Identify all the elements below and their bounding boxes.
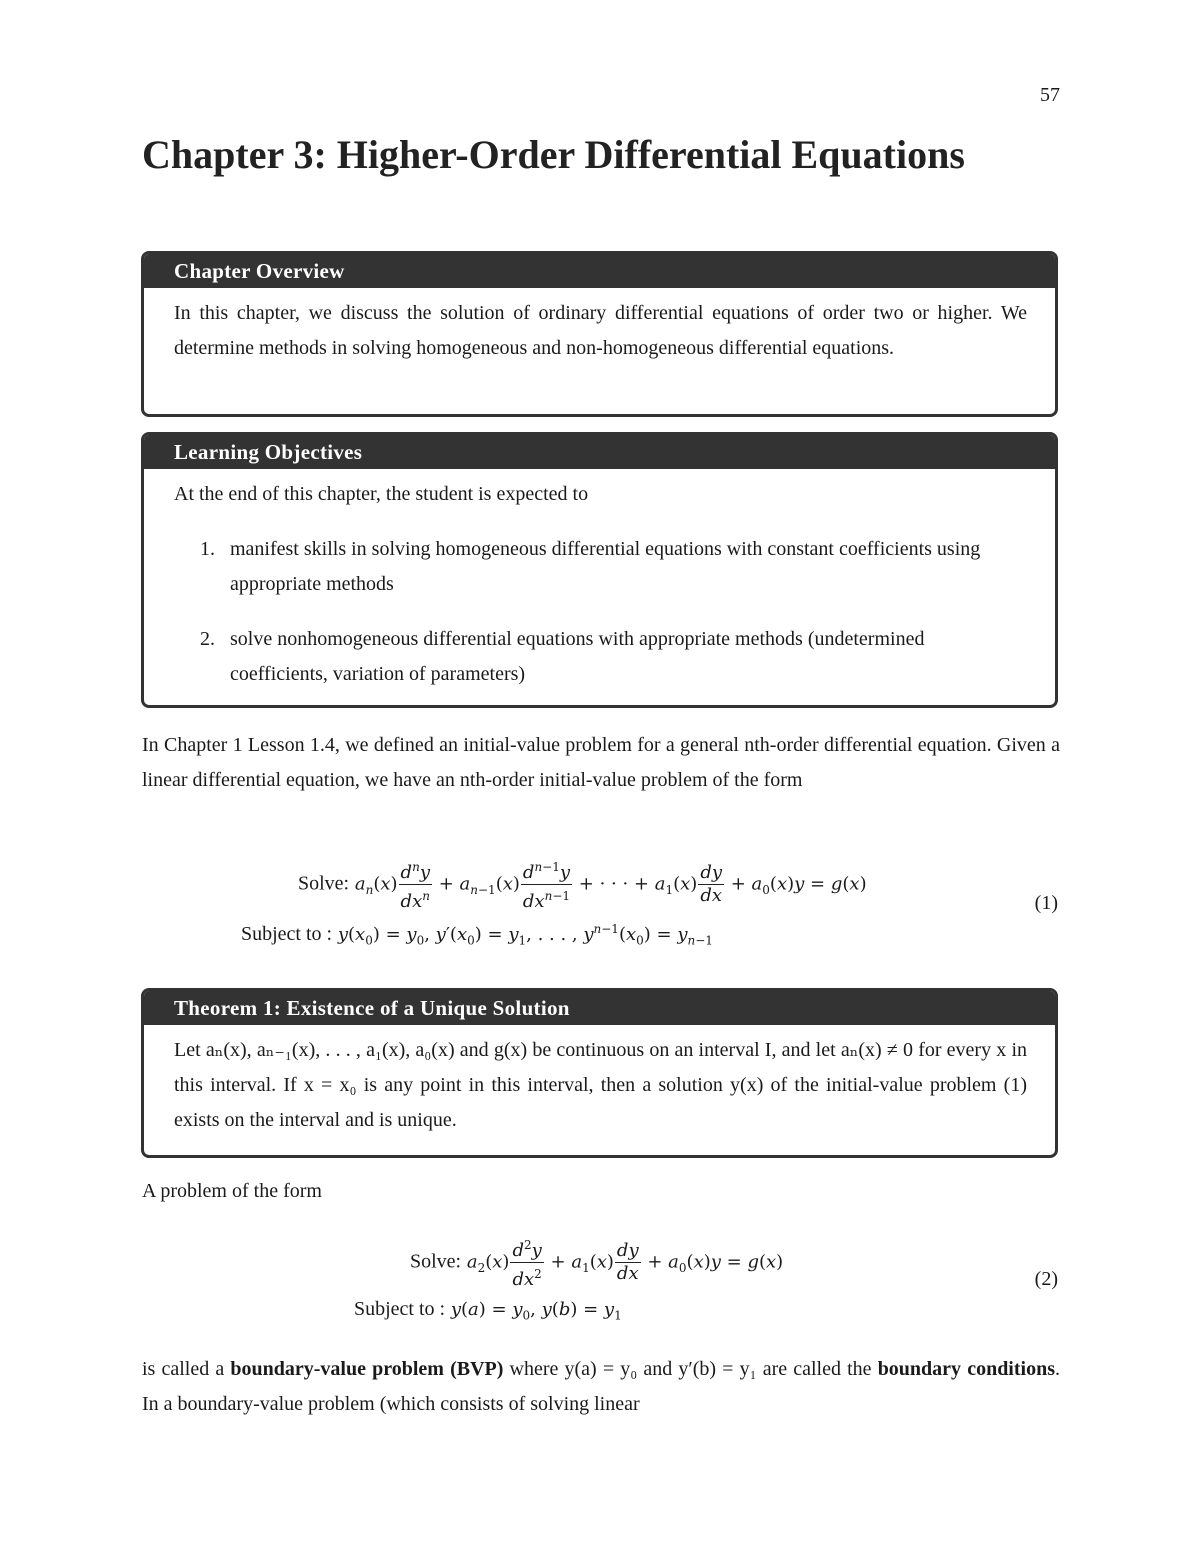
learning-objectives-heading: Learning Objectives — [144, 435, 1055, 469]
objectives-intro: At the end of this chapter, the student is expected to — [174, 483, 589, 505]
chapter-title: Chapter 3: Higher-Order Differential Equations — [142, 132, 965, 177]
bvp-text-1: is called a — [142, 1358, 231, 1380]
chapter-overview-heading: Chapter Overview — [144, 254, 1055, 288]
chapter-overview-body: In this chapter, we discuss the solution of ordinary differential equations of order two or higher. We determine methods in solving homogeneous and non-homogeneous differential equations. — [174, 302, 1027, 359]
bvp-paragraph — [142, 1352, 1060, 1422]
equation-2-conditions-line: Subject to : $y(a) = y_0$, $y(b) = y_1$ — [354, 1298, 622, 1323]
equation-2 — [142, 1234, 1060, 1334]
equation-2-tag: (2) — [1034, 1268, 1058, 1290]
equation-1-solve-line: Solve: $a_n(x)$ $\frac{d^ny}{dx^n}$ + $a_{n-1}(x)$ $\frac{d^{n-1}y}{dx^{n-1}}$ + · · · + $a_1(x)$ $\frac{dy}{dx}$ + $a_0(x)y = g(x)$ — [298, 856, 867, 913]
bvp-text-2: where y(a) = y₀ and y′(b) = y₁ are called the — [503, 1358, 878, 1380]
equation-1-conditions-line: Subject to : $y(x_0) = y_0$, $y'(x_0) = y_1$, . . . , $y^{n-1}(x_0) = y_{n-1}$ — [241, 922, 713, 948]
objective-text: manifest skills in solving homogeneous differential equations with constant coefficients using appropriate methods — [230, 538, 981, 595]
bvp-text-3: . In a boundary-value problem (which consists of solving linear — [142, 1358, 1060, 1415]
objective-item — [174, 532, 1027, 602]
learning-objectives-box — [141, 432, 1058, 708]
objective-text: solve nonhomogeneous differential equations with appropriate methods (undetermined coefficients, variation of parameters) — [230, 628, 925, 685]
learning-objectives-body — [144, 469, 1055, 702]
theorem-box — [141, 988, 1058, 1158]
objective-number: 1. — [200, 538, 215, 560]
objectives-list — [174, 532, 1027, 692]
problem-intro: A problem of the form — [142, 1180, 322, 1202]
subject-to-label: Subject to : — [241, 923, 333, 945]
equation-1 — [142, 852, 1060, 952]
theorem-body: Let aₙ(x), aₙ₋₁(x), . . . , a₁(x), a₀(x) and g(x) be continuous on an interval I, and let aₙ(x) ≠ 0 for every x in this interval. If x = x₀ is any point in this interval, then a solution y(x) of the initial-value problem (1) exists on the interval and is unique. — [174, 1039, 1027, 1131]
objective-item — [174, 622, 1027, 692]
chapter-overview-box — [141, 251, 1058, 417]
page-number: 57 — [1040, 84, 1060, 106]
equation-2-solve-line: Solve: $a_2(x)$ $\frac{d^2y}{dx^2}$ + $a_1(x)$ $\frac{dy}{dx}$ + $a_0(x)y = g(x)$ — [410, 1234, 783, 1291]
equation-1-tag: (1) — [1034, 892, 1058, 914]
solve-label: Solve: — [410, 1250, 462, 1273]
subject-to-label: Subject to : — [354, 1298, 446, 1320]
bvp-term: boundary-value problem (BVP) — [230, 1358, 504, 1380]
theorem-heading: Theorem 1: Existence of a Unique Solution — [144, 991, 1055, 1025]
boundary-conditions-term: boundary conditions — [877, 1358, 1055, 1380]
intro-paragraph: In Chapter 1 Lesson 1.4, we defined an initial-value problem for a general nth-order differential equation. Given a linear differential equation, we have an nth-order initial-value problem of the form — [142, 734, 1060, 791]
solve-label: Solve: — [298, 872, 350, 895]
objective-number: 2. — [200, 628, 215, 650]
